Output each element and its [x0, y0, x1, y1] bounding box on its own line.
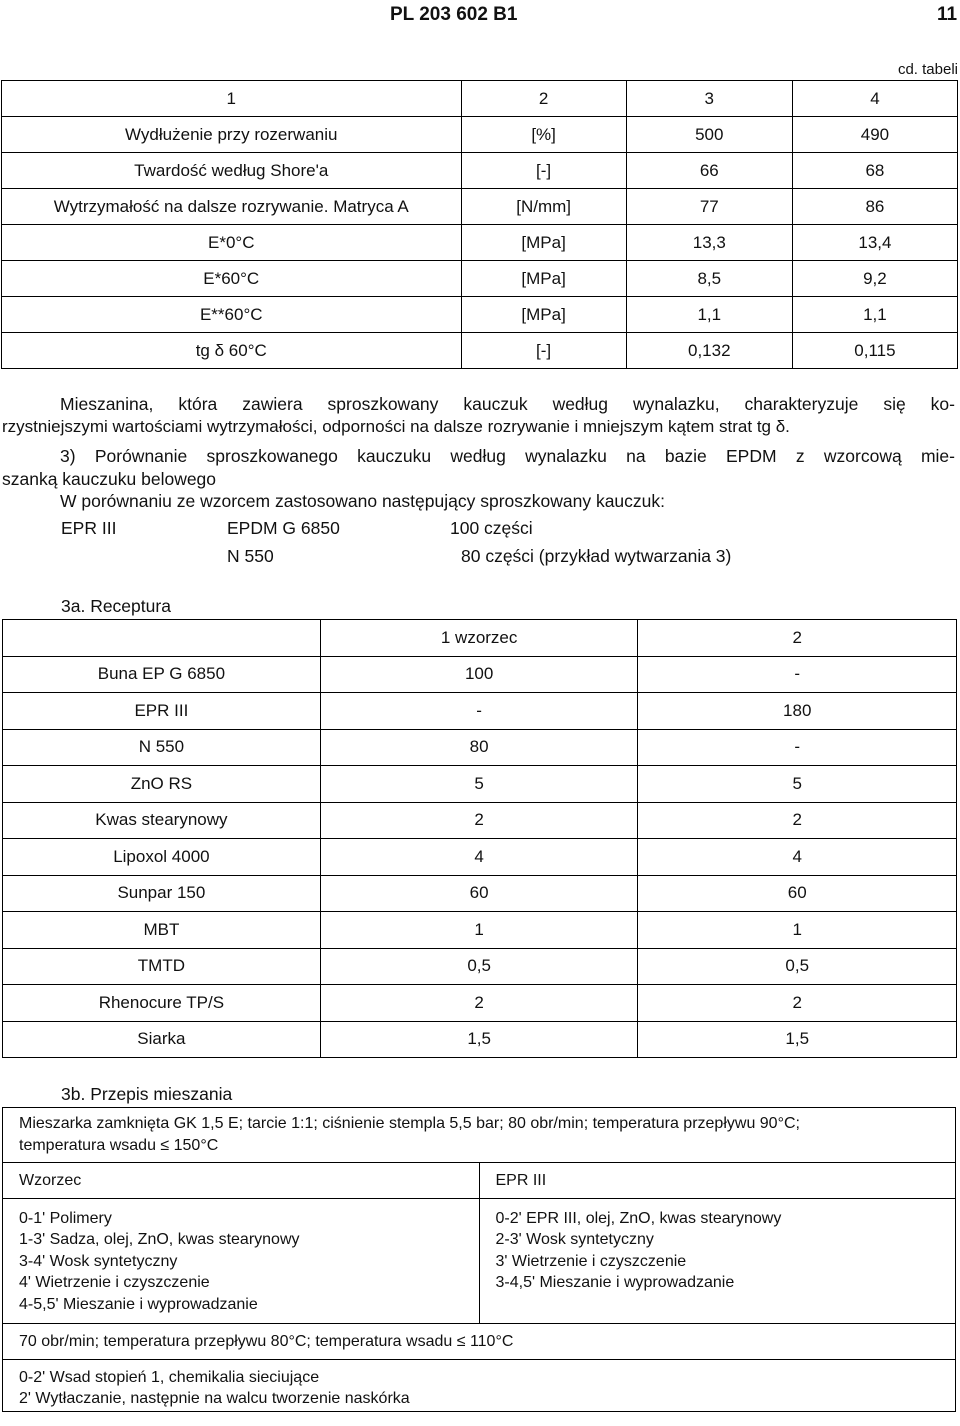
amount-cell: 1 [320, 912, 638, 949]
property-value: 86 [792, 189, 957, 225]
stage2-steps [3, 1359, 956, 1411]
table-header-cell: 2 [638, 620, 957, 657]
property-value: 1,1 [626, 297, 792, 333]
table-row [2, 189, 958, 225]
amount-cell: - [638, 729, 957, 766]
mixing-step: 3' Wietrzenie i czyszczenie [495, 1252, 687, 1270]
table-row [3, 1359, 956, 1411]
table-row [3, 1324, 956, 1360]
table-row [3, 1198, 956, 1324]
paragraph-line: Mieszanina, która zawiera sproszkowany kauczuk według wynalazku, charakteryzuje się ko- [60, 394, 955, 414]
amount-cell: 1,5 [638, 1021, 957, 1058]
amount-cell: 60 [638, 875, 957, 912]
ingredient-cell: Kwas stearynowy [3, 802, 321, 839]
property-unit: [MPa] [461, 297, 626, 333]
amount-cell: 60 [320, 875, 638, 912]
section-heading-line: szanką kauczuku belowego [2, 468, 217, 489]
ingredient-cell: Buna EP G 6850 [3, 656, 321, 693]
property-value: 490 [792, 117, 957, 153]
ingredient-cell: Siarka [3, 1021, 321, 1058]
property-value: 8,5 [626, 261, 792, 297]
mixing-step: 1-3' Sadza, olej, ZnO, kwas stearynowy [19, 1231, 300, 1248]
property-value: 1,1 [792, 297, 957, 333]
property-unit: [-] [461, 153, 626, 189]
property-unit: [MPa] [461, 225, 626, 261]
ingredient-cell: TMTD [3, 948, 321, 985]
mixing-step: 2-3' Wosk syntetyczny [495, 1231, 654, 1248]
table-row [2, 117, 958, 153]
amount-cell: 100 [320, 656, 638, 693]
patent-number: PL 203 602 B1 [390, 4, 518, 25]
table-row [3, 985, 957, 1022]
summary-paragraph [2, 393, 955, 438]
amount-cell: 5 [638, 766, 957, 803]
table-header-row [3, 620, 957, 657]
table-header-cell: 2 [461, 81, 626, 117]
table-row [3, 912, 957, 949]
table-row [3, 839, 957, 876]
ingredient-name: N 550 [227, 546, 274, 566]
ingredient-cell: Lipoxol 4000 [3, 839, 321, 876]
table-row [2, 153, 958, 189]
paragraph-line: rzystniejszymi wartościami wytrzymałości, odporności na dalsze rozrywanie i mniejszym kątem strat tg δ. [2, 416, 790, 436]
column-head: EPR III [479, 1163, 956, 1199]
amount-cell: 5 [320, 766, 638, 803]
table-continuation-label: cd. tabeli [897, 61, 958, 78]
table-row [3, 729, 957, 766]
table-row [3, 766, 957, 803]
table-header-cell [3, 620, 321, 657]
property-value: 66 [626, 153, 792, 189]
table-row [3, 1021, 957, 1058]
stage2-conditions: 70 obr/min; temperatura przepływu 80°C; temperatura wsadu ≤ 110°C [3, 1324, 956, 1360]
amount-cell: 2 [638, 802, 957, 839]
condition-line: Mieszarka zamknięta GK 1,5 E; tarcie 1:1; ciśnienie stempla 5,5 bar; 80 obr/min; temperatura przepływu 90°C; [19, 1115, 800, 1132]
table-row [2, 333, 958, 369]
table-row [2, 297, 958, 333]
table-row [3, 693, 957, 730]
column-head: Wzorzec [3, 1163, 480, 1199]
ingredient-amount: 80 części (przykład wytwarzania 3) [461, 546, 732, 566]
table-row [3, 948, 957, 985]
ingredient-name: EPDM G 6850 [227, 518, 340, 538]
property-name: Wydłużenie przy rozerwaniu [2, 117, 462, 153]
amount-cell: - [638, 656, 957, 693]
property-value: 13,3 [626, 225, 792, 261]
ingredient-cell: ZnO RS [3, 766, 321, 803]
table-header-cell: 1 [2, 81, 462, 117]
amount-cell: 4 [320, 839, 638, 876]
table-row [3, 1163, 956, 1199]
property-value: 77 [626, 189, 792, 225]
property-name: tg δ 60°C [2, 333, 462, 369]
ingredient-cell: N 550 [3, 729, 321, 766]
property-value: 68 [792, 153, 957, 189]
table-row [3, 1108, 956, 1163]
table-header-cell: 1 wzorzec [320, 620, 638, 657]
property-name: E**60°C [2, 297, 462, 333]
mixing-conditions [3, 1108, 956, 1163]
mixing-step: 2' Wytłaczanie, następnie na walcu tworzenie naskórka [19, 1390, 410, 1407]
mixing-table [2, 1107, 956, 1412]
property-unit: [-] [461, 333, 626, 369]
mixing-step: 3-4' Wosk syntetyczny [19, 1252, 178, 1270]
page-number: 11 [937, 4, 958, 25]
properties-table [1, 80, 958, 369]
amount-cell: 2 [320, 802, 638, 839]
table-header-cell: 3 [626, 81, 792, 117]
reference-steps [3, 1198, 480, 1324]
property-value: 0,132 [626, 333, 792, 369]
amount-cell: 0,5 [320, 948, 638, 985]
table-row [3, 802, 957, 839]
comparison-note: W porównaniu ze wzorcem zastosowano następujący sproszkowany kauczuk: [60, 491, 666, 511]
table-row [2, 225, 958, 261]
epr-label: EPR III [61, 518, 117, 538]
property-unit: [%] [461, 117, 626, 153]
property-value: 500 [626, 117, 792, 153]
amount-cell: 4 [638, 839, 957, 876]
mixing-title: 3b. Przepis mieszania [61, 1084, 233, 1104]
table-header-cell: 4 [792, 81, 957, 117]
mixing-step: 0-2' Wsad stopień 1, chemikalia sieciujące [19, 1368, 320, 1386]
table-row [3, 875, 957, 912]
mixing-step: 0-2' EPR III, olej, ZnO, kwas stearynowy [495, 1209, 782, 1227]
amount-cell: 80 [320, 729, 638, 766]
property-value: 13,4 [792, 225, 957, 261]
section-3-intro [2, 445, 955, 513]
ingredient-amount: 100 części [450, 518, 533, 538]
table-row [3, 656, 957, 693]
amount-cell: 180 [638, 693, 957, 730]
property-value: 0,115 [792, 333, 957, 369]
property-name: E*0°C [2, 225, 462, 261]
ingredient-cell: Rhenocure TP/S [3, 985, 321, 1022]
property-value: 9,2 [792, 261, 957, 297]
amount-cell: 0,5 [638, 948, 957, 985]
recipe-title: 3a. Receptura [61, 596, 171, 616]
property-name: E*60°C [2, 261, 462, 297]
ingredient-cell: MBT [3, 912, 321, 949]
property-name: Wytrzymałość na dalsze rozrywanie. Matryca A [2, 189, 462, 225]
ingredient-cell: EPR III [3, 693, 321, 730]
mixing-step: 3-4,5' Mieszanie i wyprowadzanie [495, 1274, 735, 1291]
amount-cell: 2 [638, 985, 957, 1022]
property-unit: [MPa] [461, 261, 626, 297]
amount-cell: 1,5 [320, 1021, 638, 1058]
mixing-step: 4' Wietrzenie i czyszczenie [19, 1274, 210, 1291]
property-name: Twardość według Shore'a [2, 153, 462, 189]
ingredient-cell: Sunpar 150 [3, 875, 321, 912]
amount-cell: 1 [638, 912, 957, 949]
amount-cell: 2 [320, 985, 638, 1022]
property-unit: [N/mm] [461, 189, 626, 225]
recipe-table [2, 619, 957, 1058]
condition-line: temperatura wsadu ≤ 150°C [19, 1136, 219, 1154]
mixing-step: 0-1' Polimery [19, 1209, 112, 1227]
section-heading-line: 3) Porównanie sproszkowanego kauczuku według wynalazku na bazie EPDM z wzorcową mie- [60, 446, 955, 466]
epr-steps [479, 1198, 956, 1324]
table-header-row [2, 81, 958, 117]
mixing-step: 4-5,5' Mieszanie i wyprowadzanie [19, 1295, 258, 1313]
amount-cell: - [320, 693, 638, 730]
table-row [2, 261, 958, 297]
